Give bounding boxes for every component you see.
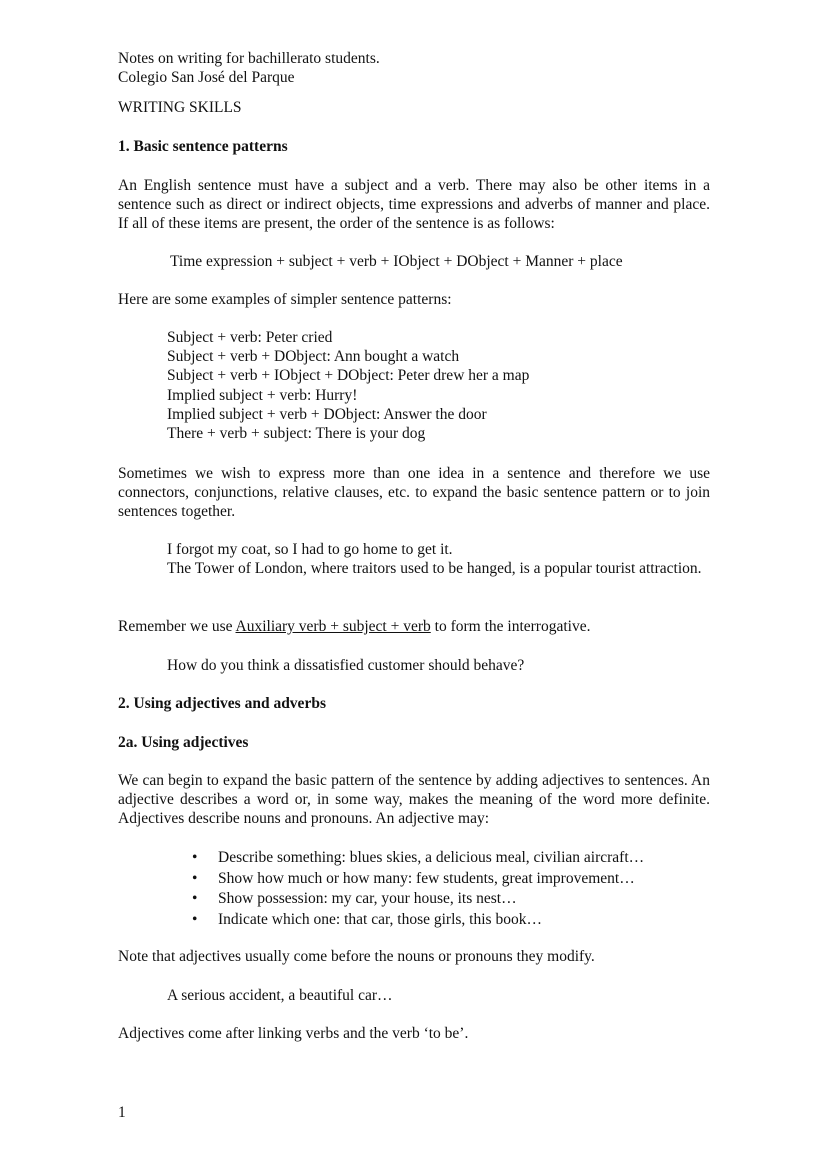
interrogative-text-before: Remember we use xyxy=(118,618,236,635)
examples-intro: Here are some examples of simpler sentence patterns: xyxy=(118,291,452,308)
bullet-icon: • xyxy=(192,849,198,866)
page-number: 1 xyxy=(118,1104,126,1121)
example-pattern: Implied subject + verb: Hurry! xyxy=(167,387,358,404)
header-line-2: Colegio San José del Parque xyxy=(118,69,295,86)
section-2a-heading: 2a. Using adjectives xyxy=(118,734,249,751)
interrogative-paragraph xyxy=(118,617,590,636)
interrogative-text-after: to form the interrogative. xyxy=(430,618,591,635)
list-item xyxy=(192,910,644,931)
interrogative-pattern: Auxiliary verb + subject + verb xyxy=(235,618,431,635)
list-item xyxy=(192,848,644,869)
example-pattern: Implied subject + verb + DObject: Answer the door xyxy=(167,406,487,423)
adjective-position-note: Note that adjectives usually come before the nouns or pronouns they modify. xyxy=(118,948,595,965)
adjectives-intro-paragraph: We can begin to expand the basic pattern of the sentence by adding adjectives to sentences. An adjective describes a word or, in some way, makes the meaning of the word more definite. Adjectives describe nouns and pronouns. An adjective may: xyxy=(118,772,710,828)
connectors-paragraph: Sometimes we wish to express more than one idea in a sentence and therefore we use connectors, conjunctions, relative clauses, etc. to expand the basic sentence pattern or to join sentences together. xyxy=(118,465,710,521)
bullet-icon: • xyxy=(192,910,198,928)
list-item-text: Describe something: blues skies, a delicious meal, civilian aircraft… xyxy=(218,849,645,866)
header-line-1: Notes on writing for bachillerato students. xyxy=(118,50,380,67)
example-pattern: Subject + verb + IObject + DObject: Peter drew her a map xyxy=(167,367,530,384)
section-1-intro-paragraph: An English sentence must have a subject and a verb. There may also be other items in a sentence such as direct or indirect objects, time expressions and adverbs of manner and place. If all of these items are present, the order of the sentence is as follows: xyxy=(118,177,710,233)
section-2-heading: 2. Using adjectives and adverbs xyxy=(118,695,326,712)
document-title: WRITING SKILLS xyxy=(118,99,242,116)
list-item-text: Show how much or how many: few students, great improvement… xyxy=(218,869,635,887)
adjective-position-example: A serious accident, a beautiful car… xyxy=(167,987,393,1004)
list-item-text: Indicate which one: that car, those girls, this book… xyxy=(218,910,542,928)
section-1-heading: 1. Basic sentence patterns xyxy=(118,138,288,155)
sentence-order-formula: Time expression + subject + verb + IObject + DObject + Manner + place xyxy=(170,253,623,270)
list-item xyxy=(192,889,644,910)
example-pattern: There + verb + subject: There is your dog xyxy=(167,425,426,442)
connector-example-1: I forgot my coat, so I had to go home to get it. xyxy=(167,541,453,558)
example-pattern: Subject + verb: Peter cried xyxy=(167,329,333,346)
connector-example-2: The Tower of London, where traitors used to be hanged, is a popular tourist attraction. xyxy=(167,560,702,577)
list-item-text: Show possession: my car, your house, its nest… xyxy=(218,890,517,907)
linking-verbs-note: Adjectives come after linking verbs and the verb ‘to be’. xyxy=(118,1025,469,1042)
interrogative-example: How do you think a dissatisfied customer should behave? xyxy=(167,657,525,674)
example-pattern: Subject + verb + DObject: Ann bought a watch xyxy=(167,348,460,365)
adjective-uses-list xyxy=(192,848,644,930)
list-item xyxy=(192,869,644,890)
bullet-icon: • xyxy=(192,890,198,907)
bullet-icon: • xyxy=(192,869,198,887)
